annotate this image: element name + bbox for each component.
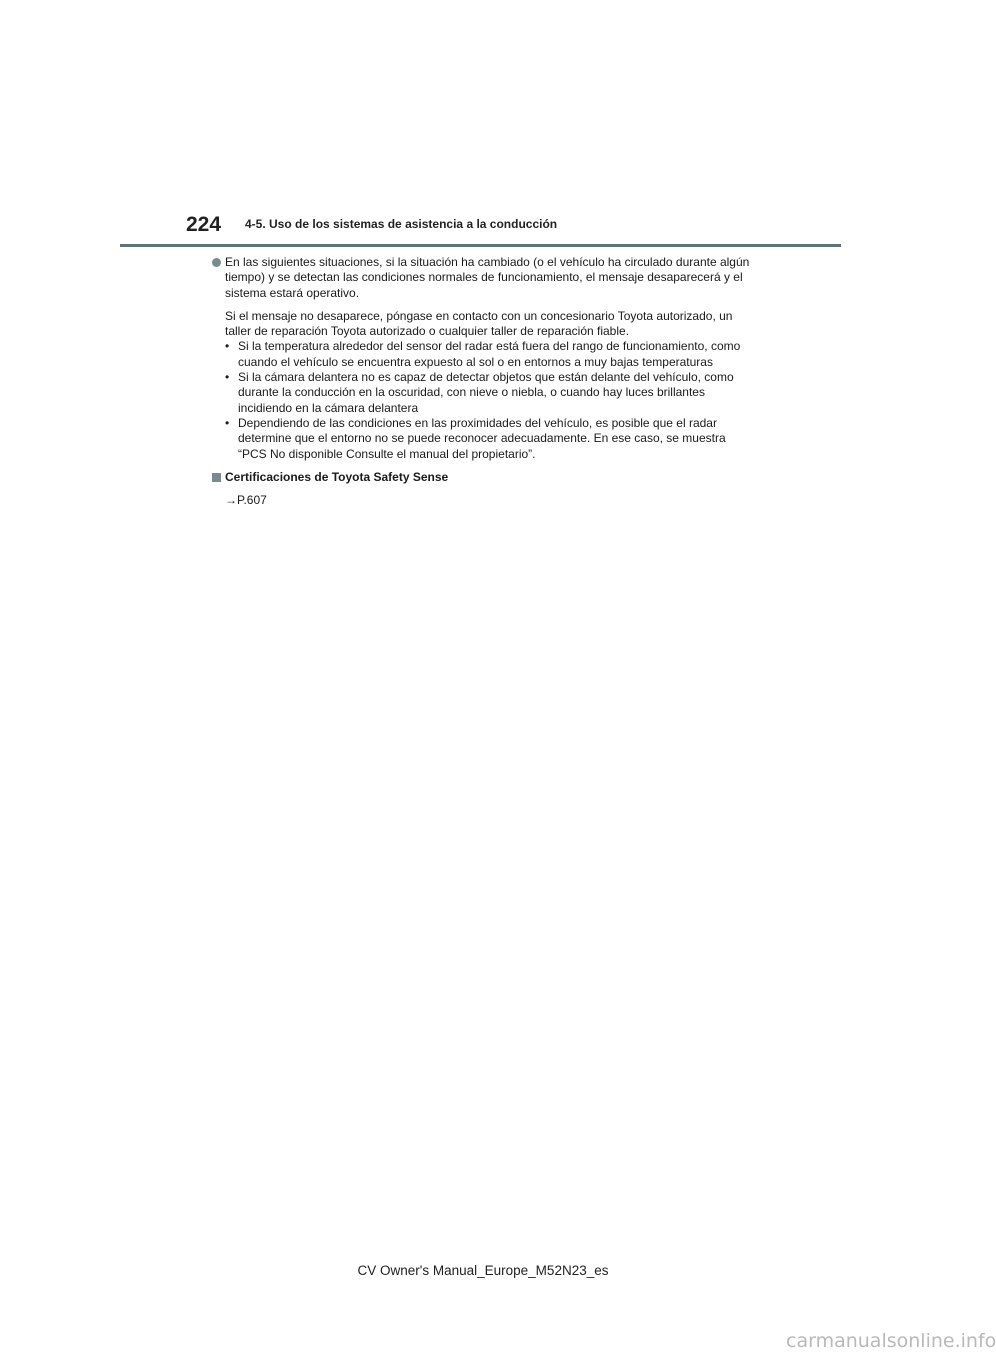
bullet-paragraph [212,255,752,301]
square-heading-icon [212,473,221,482]
conditions-list [212,339,752,461]
list-item-text: Dependiendo de las condiciones en las proximidades del vehículo, es posible que el radar determine que el entorno no se puede reconocer adecuadamente. En ese caso, se muestra “PCS No disponible Consulte el manual del propietario”. [238,415,726,461]
manual-footer: CV Owner's Manual_Europe_M52N23_es [357,1263,609,1278]
section-title: 4-5. Uso de los sistemas de asistencia a la conducción [245,217,558,231]
main-content [212,255,752,508]
bullet-paragraph-text: En las siguientes situaciones, si la situación ha cambiado (o el vehículo ha circulado durante algún tiempo) y se detectan las condiciones normales de funcionamiento, el mensaje desaparecerá y el sistema estará operativo. [225,255,750,300]
list-item [225,416,752,462]
certifications-heading [212,470,752,485]
list-bullet-marker: • [225,339,230,354]
list-item [225,370,752,416]
list-bullet-marker: • [225,370,230,385]
list-bullet-marker: • [225,415,230,430]
header-divider [120,244,841,247]
watermark: carmanualsonline.info [786,1330,996,1352]
page-reference-link[interactable]: →P.607 [225,493,267,508]
intro-paragraph: Si el mensaje no desaparece, póngase en contacto con un concesionario Toyota autorizado, un taller de reparación Toyota autorizado o cualquier taller de reparación fiable. [225,308,733,339]
list-item-text: Si la temperatura alrededor del sensor del radar está fuera del rango de funcionamiento, como cuando el vehículo se encuentra expuesto al sol o en entornos a muy bajas temperaturas [238,339,741,369]
list-item-text: Si la cámara delantera no es capaz de detectar objetos que están delante del vehículo, como durante la conducción en la oscuridad, con nieve o niebla, o cuando hay luces brillantes incidiendo en la cámara delantera [238,370,734,415]
list-item [225,339,752,370]
circle-bullet-icon [212,258,221,267]
page-number: 224 [186,213,222,236]
certifications-heading-text: Certificaciones de Toyota Safety Sense [225,469,449,484]
